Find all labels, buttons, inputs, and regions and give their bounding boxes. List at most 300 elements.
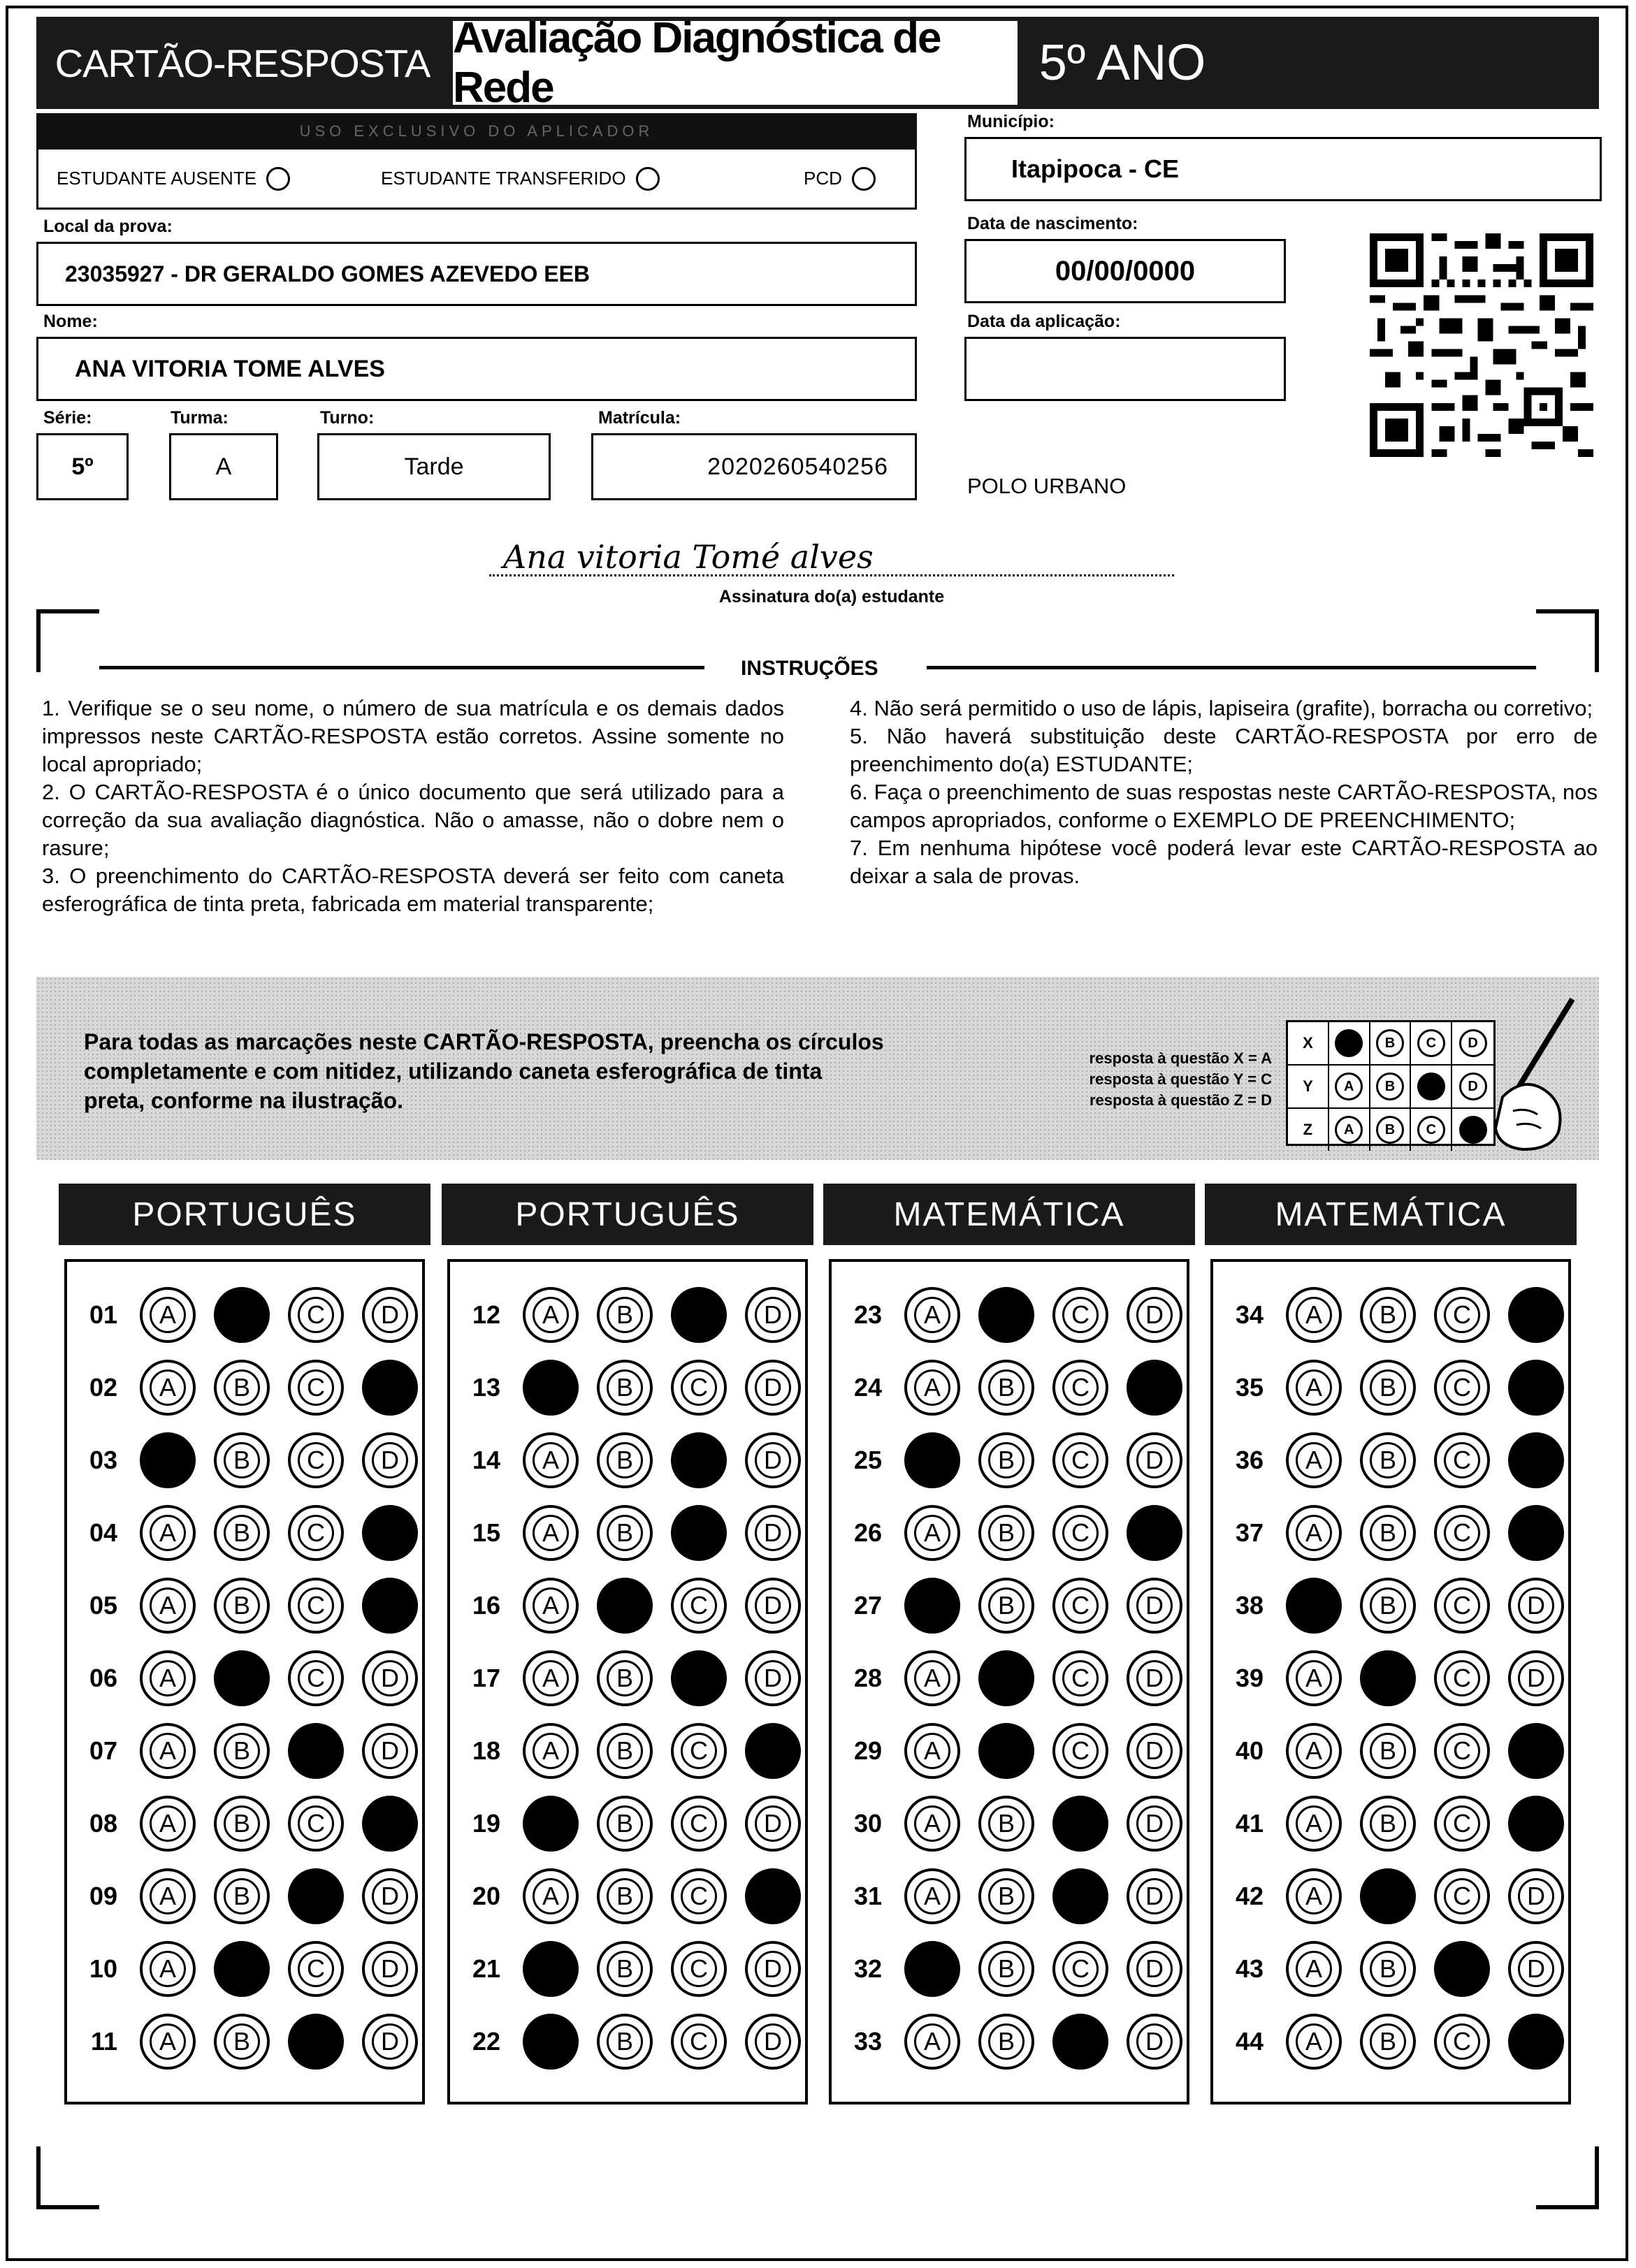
example-row-label: X xyxy=(1288,1022,1329,1064)
answer-bubble-a[interactable] xyxy=(140,1941,196,1997)
serie-label: Série: xyxy=(43,408,92,428)
question-number: 29 xyxy=(853,1736,882,1765)
answer-bubble-d[interactable] xyxy=(1508,1723,1564,1779)
answer-bubble-b[interactable] xyxy=(978,1360,1034,1416)
pcd-circle[interactable] xyxy=(852,167,876,191)
answer-bubble-b[interactable] xyxy=(1360,1868,1416,1924)
answer-bubble-b[interactable] xyxy=(978,1578,1034,1634)
bubble-letter xyxy=(372,1587,408,1624)
example-cell xyxy=(1329,1109,1370,1151)
answer-bubble-b[interactable] xyxy=(1360,1578,1416,1634)
answer-bubble-a[interactable] xyxy=(904,1578,960,1634)
answer-bubble-c[interactable] xyxy=(288,1650,344,1706)
question-row xyxy=(67,1860,422,1933)
example-bubble-d: D xyxy=(1459,1073,1487,1100)
answer-bubble-c[interactable] xyxy=(288,1432,344,1488)
name-field: ANA VITORIA TOME ALVES xyxy=(36,337,917,401)
answer-bubble-a[interactable] xyxy=(523,1868,579,1924)
answer-bubble-d[interactable] xyxy=(1508,1578,1564,1634)
answer-bubble-a[interactable] xyxy=(1286,1723,1342,1779)
answer-bubble-b[interactable] xyxy=(978,1287,1034,1343)
grade-title: 5º ANO xyxy=(1038,35,1206,91)
answer-bubble-c[interactable] xyxy=(288,1505,344,1561)
answer-bubble-c[interactable] xyxy=(1434,2014,1490,2070)
bubble-letter: A xyxy=(914,1660,950,1696)
answer-bubble-a[interactable] xyxy=(523,1941,579,1997)
answer-bubble-a[interactable] xyxy=(904,1360,960,1416)
answer-bubble-d[interactable] xyxy=(362,1360,418,1416)
bubble-letter xyxy=(1136,1369,1173,1406)
answer-bubble-d[interactable] xyxy=(362,1578,418,1634)
answer-bubble-b[interactable] xyxy=(214,1505,270,1561)
answer-bubble-d[interactable] xyxy=(745,1360,801,1416)
answer-bubble-c[interactable] xyxy=(671,2014,727,2070)
answer-bubble-d[interactable] xyxy=(362,1287,418,1343)
bubble-letter: B xyxy=(988,1951,1025,1987)
answer-bubble-a[interactable] xyxy=(523,1432,579,1488)
answer-bubble-b[interactable] xyxy=(597,1432,653,1488)
answer-bubble-d[interactable] xyxy=(1127,1723,1182,1779)
answer-bubble-b[interactable] xyxy=(1360,1941,1416,1997)
answer-bubble-a[interactable] xyxy=(904,1505,960,1561)
answer-bubble-b[interactable] xyxy=(978,1432,1034,1488)
answer-bubble-b[interactable] xyxy=(597,1723,653,1779)
answer-bubble-a[interactable] xyxy=(523,1578,579,1634)
name-label: Nome: xyxy=(43,312,98,331)
answer-bubble-b[interactable] xyxy=(597,1650,653,1706)
instructions-title: INSTRUÇÕES xyxy=(741,657,878,680)
answer-bubble-b[interactable] xyxy=(597,1287,653,1343)
example-bubble-a xyxy=(1335,1029,1363,1057)
subject-header: PORTUGUÊS xyxy=(59,1184,430,1245)
answer-bubble-a[interactable] xyxy=(140,1868,196,1924)
bubble-letter xyxy=(150,1442,186,1478)
answer-bubble-a[interactable] xyxy=(904,2014,960,2070)
answer-bubble-b[interactable] xyxy=(978,1796,1034,1852)
answer-bubble-d[interactable] xyxy=(1508,1360,1564,1416)
answer-bubble-c[interactable] xyxy=(288,1796,344,1852)
bubble-letter: B xyxy=(224,2023,260,2060)
answer-bubble-a[interactable] xyxy=(904,1287,960,1343)
answer-bubble-a[interactable] xyxy=(140,2014,196,2070)
answer-bubble-d[interactable] xyxy=(1127,1578,1182,1634)
question-row xyxy=(832,1787,1187,1860)
answer-bubble-a[interactable] xyxy=(1286,1941,1342,1997)
answer-bubble-d[interactable] xyxy=(1508,2014,1564,2070)
bubble-letter: D xyxy=(755,1442,791,1478)
question-number: 04 xyxy=(89,1518,117,1547)
answer-bubble-b[interactable] xyxy=(214,1941,270,1997)
question-number: 11 xyxy=(90,2027,117,2056)
answer-bubble-a[interactable] xyxy=(1286,1360,1342,1416)
example-cell xyxy=(1370,1066,1412,1107)
answer-bubble-c[interactable] xyxy=(1434,1432,1490,1488)
answer-bubble-a[interactable] xyxy=(904,1868,960,1924)
bubble-letter: B xyxy=(224,1587,260,1624)
answer-bubble-a[interactable] xyxy=(140,1432,196,1488)
answer-bubble-d[interactable] xyxy=(362,1432,418,1488)
answer-bubble-c[interactable] xyxy=(1434,1723,1490,1779)
instructions-right xyxy=(850,695,1598,890)
answer-bubble-b[interactable] xyxy=(1360,1650,1416,1706)
answer-bubble-c[interactable] xyxy=(1052,1360,1108,1416)
answer-bubble-d[interactable] xyxy=(362,2014,418,2070)
answer-bubble-d[interactable] xyxy=(745,2014,801,2070)
answer-bubble-b[interactable] xyxy=(214,2014,270,2070)
card-title: CARTÃO-RESPOSTA xyxy=(55,41,430,85)
answer-bubble-d[interactable] xyxy=(362,1941,418,1997)
instructions-rule-left xyxy=(99,666,704,669)
answer-bubble-b[interactable] xyxy=(1360,1505,1416,1561)
answer-bubble-a[interactable] xyxy=(904,1941,960,1997)
answer-bubble-c[interactable] xyxy=(1052,2014,1108,2070)
bubble-letter: B xyxy=(1370,1805,1406,1842)
bubble-letter: A xyxy=(1296,1515,1332,1551)
answer-bubble-a[interactable] xyxy=(140,1650,196,1706)
answer-bubble-c[interactable] xyxy=(671,1505,727,1561)
answer-bubble-c[interactable] xyxy=(1052,1796,1108,1852)
answer-bubble-b[interactable] xyxy=(1360,1360,1416,1416)
question-row xyxy=(67,1569,422,1642)
answer-bubble-c[interactable] xyxy=(671,1941,727,1997)
question-row xyxy=(450,1787,805,1860)
example-key-y: resposta à questão Y = C xyxy=(1089,1070,1272,1088)
bubble-letter: A xyxy=(150,2023,186,2060)
answer-bubble-d[interactable] xyxy=(1508,1796,1564,1852)
answer-bubble-c[interactable] xyxy=(288,1360,344,1416)
answer-bubble-c[interactable] xyxy=(288,1578,344,1634)
answer-bubble-d[interactable] xyxy=(1127,1868,1182,1924)
serie-field: 5º xyxy=(36,433,129,500)
transferred-circle[interactable] xyxy=(636,167,660,191)
bubble-letter: D xyxy=(372,1660,408,1696)
nascimento-label: Data de nascimento: xyxy=(967,214,1138,233)
answer-bubble-d[interactable] xyxy=(362,1723,418,1779)
answer-bubble-b[interactable] xyxy=(597,1505,653,1561)
answer-bubble-a[interactable] xyxy=(523,2014,579,2070)
answer-bubble-b[interactable] xyxy=(214,1796,270,1852)
municipio-field: Itapipoca - CE xyxy=(964,137,1602,201)
question-row xyxy=(1213,1787,1568,1860)
answer-bubble-a[interactable] xyxy=(523,1360,579,1416)
question-number: 43 xyxy=(1235,1954,1264,1983)
question-number: 05 xyxy=(89,1591,117,1620)
corner-mark-bottom-right xyxy=(1536,2146,1599,2209)
answer-bubble-a[interactable] xyxy=(140,1360,196,1416)
answer-bubble-d[interactable] xyxy=(362,1868,418,1924)
answer-bubble-c[interactable] xyxy=(288,1941,344,1997)
answer-bubble-d[interactable] xyxy=(1508,1868,1564,1924)
answer-bubble-b[interactable] xyxy=(1360,1796,1416,1852)
answer-bubble-a[interactable] xyxy=(904,1432,960,1488)
answer-bubble-c[interactable] xyxy=(1052,1505,1108,1561)
answer-bubble-c[interactable] xyxy=(671,1650,727,1706)
answer-bubble-b[interactable] xyxy=(214,1723,270,1779)
answer-bubble-b[interactable] xyxy=(978,1868,1034,1924)
example-bubble-c: C xyxy=(1417,1029,1445,1057)
answer-bubble-a[interactable] xyxy=(1286,2014,1342,2070)
answer-bubble-c[interactable] xyxy=(671,1796,727,1852)
question-number: 26 xyxy=(853,1518,882,1547)
answer-bubble-a[interactable] xyxy=(1286,1578,1342,1634)
answer-bubble-c[interactable] xyxy=(1052,1432,1108,1488)
answer-bubble-a[interactable] xyxy=(140,1505,196,1561)
bubble-letter xyxy=(533,1805,569,1842)
bubble-letter: D xyxy=(372,1442,408,1478)
bubble-letter xyxy=(224,1951,260,1987)
question-row xyxy=(450,1351,805,1424)
answer-bubble-d[interactable] xyxy=(745,1723,801,1779)
bubble-letter xyxy=(914,1587,950,1624)
bubble-letter: B xyxy=(1370,1442,1406,1478)
answer-bubble-b[interactable] xyxy=(978,1723,1034,1779)
bubble-letter: B xyxy=(988,2023,1025,2060)
pcd-option[interactable] xyxy=(804,167,876,191)
bubble-letter: C xyxy=(1062,1660,1099,1696)
answer-bubble-a[interactable] xyxy=(523,1650,579,1706)
answer-bubble-a[interactable] xyxy=(523,1723,579,1779)
answer-bubble-d[interactable] xyxy=(1127,2014,1182,2070)
example-cell xyxy=(1329,1066,1370,1107)
question-number: 30 xyxy=(853,1809,882,1838)
bubble-letter: C xyxy=(298,1951,334,1987)
polo-label: POLO URBANO xyxy=(967,474,1127,498)
answer-bubble-d[interactable] xyxy=(1127,1360,1182,1416)
bubble-letter: D xyxy=(1136,1297,1173,1333)
answer-bubble-a[interactable] xyxy=(140,1287,196,1343)
answer-bubble-a[interactable] xyxy=(523,1287,579,1343)
evaluation-title: Avaliação Diagnóstica de Rede xyxy=(453,21,1018,105)
bubble-letter xyxy=(372,1369,408,1406)
answer-bubble-d[interactable] xyxy=(1508,1650,1564,1706)
answer-bubble-d[interactable] xyxy=(362,1505,418,1561)
answer-bubble-b[interactable] xyxy=(597,2014,653,2070)
question-number: 07 xyxy=(89,1736,117,1765)
bubble-letter: D xyxy=(755,1660,791,1696)
answer-bubble-c[interactable] xyxy=(1434,1650,1490,1706)
question-row xyxy=(832,2005,1187,2078)
answer-bubble-d[interactable] xyxy=(745,1941,801,1997)
answer-bubble-c[interactable] xyxy=(1052,1941,1108,1997)
bubble-letter: A xyxy=(150,1369,186,1406)
answer-bubble-a[interactable] xyxy=(1286,1432,1342,1488)
answer-bubble-a[interactable] xyxy=(523,1796,579,1852)
answer-bubble-c[interactable] xyxy=(288,1723,344,1779)
answer-bubble-c[interactable] xyxy=(1434,1796,1490,1852)
question-number: 39 xyxy=(1235,1664,1264,1692)
answer-bubble-d[interactable] xyxy=(1508,1432,1564,1488)
bubble-letter: C xyxy=(681,1733,717,1769)
answer-bubble-a[interactable] xyxy=(904,1796,960,1852)
question-row xyxy=(832,1933,1187,2005)
answer-bubble-d[interactable] xyxy=(1127,1432,1182,1488)
answer-bubble-c[interactable] xyxy=(671,1287,727,1343)
answer-bubble-d[interactable] xyxy=(1508,1941,1564,1997)
bubble-letter: D xyxy=(1136,1733,1173,1769)
example-bubble-b: B xyxy=(1376,1116,1404,1144)
absent-circle[interactable] xyxy=(266,167,290,191)
answer-bubble-a[interactable] xyxy=(1286,1868,1342,1924)
answer-bubble-b[interactable] xyxy=(214,1360,270,1416)
bubble-letter: B xyxy=(224,1878,260,1914)
answer-bubble-d[interactable] xyxy=(1127,1941,1182,1997)
answer-bubble-c[interactable] xyxy=(1052,1723,1108,1779)
answer-bubble-b[interactable] xyxy=(1360,1723,1416,1779)
answer-bubble-d[interactable] xyxy=(745,1868,801,1924)
answer-bubble-d[interactable] xyxy=(745,1796,801,1852)
answer-bubble-c[interactable] xyxy=(1434,1868,1490,1924)
answer-bubble-c[interactable] xyxy=(671,1723,727,1779)
bubble-letter: B xyxy=(1370,1733,1406,1769)
bubble-letter xyxy=(533,2023,569,2060)
answer-bubble-c[interactable] xyxy=(671,1360,727,1416)
question-number: 42 xyxy=(1235,1882,1264,1910)
answer-bubble-a[interactable] xyxy=(1286,1796,1342,1852)
bubble-letter: D xyxy=(1136,1878,1173,1914)
absent-option[interactable] xyxy=(57,167,290,191)
bubble-letter: A xyxy=(533,1660,569,1696)
answer-bubble-c[interactable] xyxy=(288,2014,344,2070)
answer-bubble-b[interactable] xyxy=(597,1360,653,1416)
answer-bubble-b[interactable] xyxy=(214,1578,270,1634)
example-key-z: resposta à questão Z = D xyxy=(1089,1091,1272,1109)
answer-bubble-b[interactable] xyxy=(1360,1287,1416,1343)
answer-bubble-c[interactable] xyxy=(671,1432,727,1488)
turno-label: Turno: xyxy=(320,408,375,428)
question-number: 16 xyxy=(472,1591,500,1620)
answer-bubble-d[interactable] xyxy=(745,1287,801,1343)
answer-bubble-b[interactable] xyxy=(1360,2014,1416,2070)
bubble-letter: A xyxy=(533,1878,569,1914)
answer-bubble-c[interactable] xyxy=(1434,1505,1490,1561)
answer-bubble-d[interactable] xyxy=(1127,1505,1182,1561)
answer-bubble-a[interactable] xyxy=(523,1505,579,1561)
answer-bubble-d[interactable] xyxy=(745,1505,801,1561)
answer-bubble-a[interactable] xyxy=(904,1723,960,1779)
question-row xyxy=(450,1715,805,1787)
answer-bubble-a[interactable] xyxy=(140,1723,196,1779)
municipio-label: Município: xyxy=(967,112,1055,131)
answer-bubble-d[interactable] xyxy=(745,1650,801,1706)
answer-bubble-d[interactable] xyxy=(1127,1796,1182,1852)
answer-bubble-b[interactable] xyxy=(978,2014,1034,2070)
answer-bubble-c[interactable] xyxy=(1052,1578,1108,1634)
bubble-letter xyxy=(1136,1515,1173,1551)
question-row xyxy=(1213,1351,1568,1424)
instruction-2: 2. O CARTÃO-RESPOSTA é o único documento que será utilizado para a correção da sua avaliação diagnóstica. Não o amasse, não o dobre nem o rasure; xyxy=(42,780,784,860)
answer-bubble-b[interactable] xyxy=(597,1796,653,1852)
question-number: 35 xyxy=(1235,1373,1264,1402)
answer-bubble-d[interactable] xyxy=(1508,1505,1564,1561)
answer-bubble-c[interactable] xyxy=(1052,1868,1108,1924)
answer-bubble-c[interactable] xyxy=(671,1868,727,1924)
question-row xyxy=(832,1715,1187,1787)
answer-bubble-b[interactable] xyxy=(214,1868,270,1924)
question-row xyxy=(1213,1569,1568,1642)
bubble-letter: C xyxy=(1444,1660,1480,1696)
answer-bubble-a[interactable] xyxy=(140,1796,196,1852)
bubble-letter: A xyxy=(150,1515,186,1551)
bubble-letter xyxy=(988,1733,1025,1769)
answer-bubble-c[interactable] xyxy=(1052,1650,1108,1706)
answer-bubble-b[interactable] xyxy=(1360,1432,1416,1488)
answer-bubble-d[interactable] xyxy=(362,1650,418,1706)
bubble-letter: A xyxy=(150,1805,186,1842)
question-number: 44 xyxy=(1235,2027,1264,2056)
bubble-letter: B xyxy=(224,1442,260,1478)
answer-bubble-a[interactable] xyxy=(1286,1650,1342,1706)
answer-bubble-a[interactable] xyxy=(140,1578,196,1634)
answer-bubble-b[interactable] xyxy=(214,1650,270,1706)
bubble-letter: A xyxy=(914,1878,950,1914)
question-number: 09 xyxy=(89,1882,117,1910)
answer-bubble-d[interactable] xyxy=(362,1796,418,1852)
question-number: 13 xyxy=(472,1373,500,1402)
example-bubble-a: A xyxy=(1335,1073,1363,1100)
answer-bubble-d[interactable] xyxy=(745,1432,801,1488)
matricula-label: Matrícula: xyxy=(598,408,681,428)
bubble-letter: D xyxy=(755,2023,791,2060)
answer-bubble-c[interactable] xyxy=(1052,1287,1108,1343)
question-number: 02 xyxy=(89,1373,117,1402)
bubble-letter: C xyxy=(1062,1951,1099,1987)
question-row xyxy=(1213,1715,1568,1787)
bubble-letter: C xyxy=(1062,1369,1099,1406)
answer-bubble-c[interactable] xyxy=(671,1578,727,1634)
bubble-letter: C xyxy=(681,2023,717,2060)
answer-bubble-a[interactable] xyxy=(1286,1287,1342,1343)
bubble-letter: A xyxy=(533,1442,569,1478)
answer-bubble-b[interactable] xyxy=(978,1505,1034,1561)
bubble-letter: C xyxy=(298,1515,334,1551)
answer-bubble-d[interactable] xyxy=(1508,1287,1564,1343)
answer-bubble-b[interactable] xyxy=(597,1578,653,1634)
answer-bubble-d[interactable] xyxy=(1127,1650,1182,1706)
bubble-letter: C xyxy=(681,1805,717,1842)
bubble-letter: A xyxy=(1296,1660,1332,1696)
question-row xyxy=(1213,2005,1568,2078)
answer-bubble-b[interactable] xyxy=(978,1941,1034,1997)
answer-bubble-c[interactable] xyxy=(1434,1578,1490,1634)
answer-bubble-c[interactable] xyxy=(1434,1287,1490,1343)
signature-line xyxy=(489,574,1174,576)
bubble-letter: D xyxy=(755,1805,791,1842)
bubble-letter xyxy=(298,1733,334,1769)
bubble-letter xyxy=(681,1515,717,1551)
answer-bubble-b[interactable] xyxy=(597,1868,653,1924)
bubble-letter: D xyxy=(755,1369,791,1406)
answer-bubble-b[interactable] xyxy=(214,1432,270,1488)
answer-bubble-b[interactable] xyxy=(214,1287,270,1343)
answer-bubble-c[interactable] xyxy=(288,1287,344,1343)
bubble-letter: B xyxy=(1370,1369,1406,1406)
transferred-option[interactable] xyxy=(381,167,660,191)
bubble-letter xyxy=(1370,1878,1406,1914)
answer-bubble-c[interactable] xyxy=(1434,1360,1490,1416)
answer-bubble-d[interactable] xyxy=(745,1578,801,1634)
question-row xyxy=(450,1279,805,1351)
bubble-letter: C xyxy=(1444,1297,1480,1333)
answer-bubble-b[interactable] xyxy=(597,1941,653,1997)
answer-bubble-d[interactable] xyxy=(1127,1287,1182,1343)
answer-bubble-c[interactable] xyxy=(1434,1941,1490,1997)
question-number: 17 xyxy=(472,1664,500,1692)
answer-bubble-c[interactable] xyxy=(288,1868,344,1924)
bubble-letter: B xyxy=(607,1805,643,1842)
answer-bubble-b[interactable] xyxy=(978,1650,1034,1706)
answer-bubble-a[interactable] xyxy=(1286,1505,1342,1561)
answer-bubble-a[interactable] xyxy=(904,1650,960,1706)
